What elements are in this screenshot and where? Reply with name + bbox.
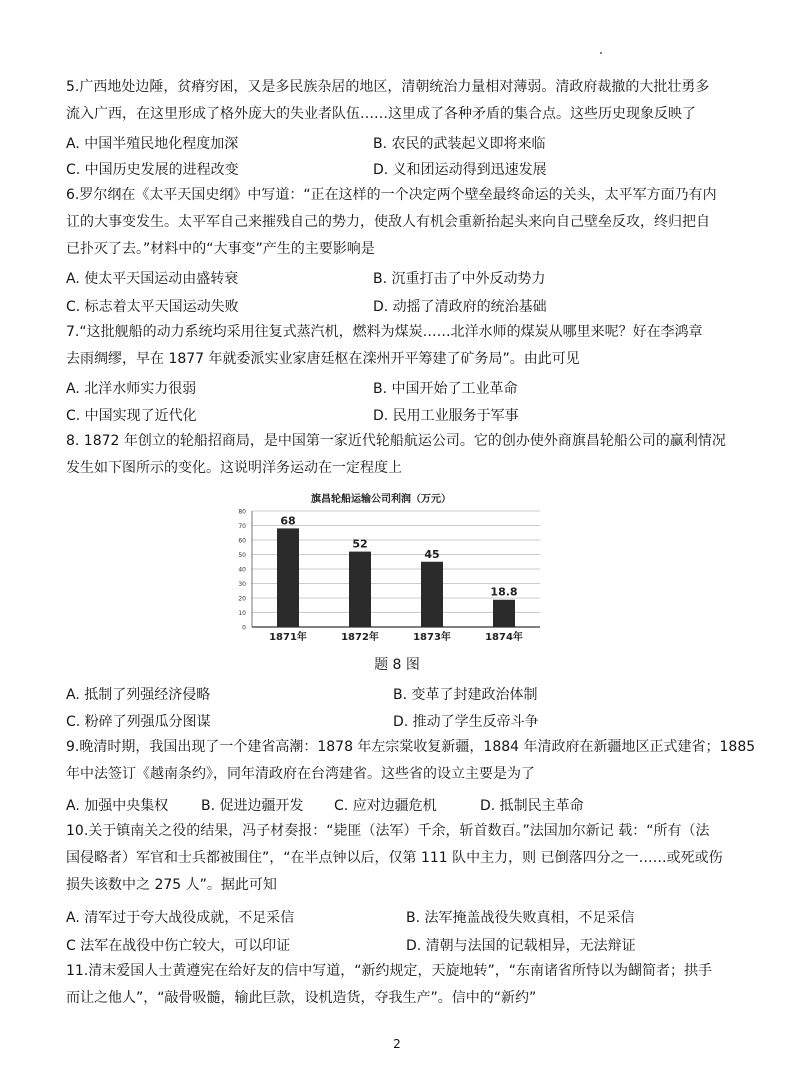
q7-option-b: B. 中国开始了工业革命	[373, 381, 518, 397]
bar	[493, 600, 515, 627]
question-5-line-2: 流入广西，在这里形成了格外庞大的失业者队伍……这里成了各种矛盾的集合点。这些历史现象反映了	[66, 106, 696, 122]
question-8-line-1: 8. 1872 年创立的轮船招商局，是中国第一家近代轮船航运公司。它的创办使外商旗昌轮船公司的赢利情况	[66, 433, 726, 449]
q8-option-b: B. 变革了封建政治体制	[393, 687, 538, 703]
q7-option-a: A. 北洋水师实力很弱	[66, 381, 197, 397]
page-number: 2	[393, 1037, 401, 1051]
question-9-line-1: 9.晚清时期，我国出现了一个建省高潮：1878 年左宗棠收复新疆，1884 年清政府在新疆地区正式建省；1885	[66, 739, 756, 755]
figure-caption: 题 8 图	[374, 657, 420, 673]
x-tick-label: 1871年	[269, 632, 307, 643]
q8-option-c: C. 粉碎了列强瓜分图谋	[66, 714, 211, 730]
x-tick-label: 1874年	[485, 632, 523, 643]
y-tick-label: 30	[238, 581, 246, 588]
q10-option-a: A. 清军过于夸大战役成就，不足采信	[66, 910, 295, 926]
y-tick-label: 40	[238, 566, 246, 574]
bar	[277, 528, 299, 627]
question-10-line-2: 国侵略者）军官和士兵都被围住”，“在半点钟以后，仅第 111 队中主力，则 已倒落四分之一……或死或伤	[66, 850, 723, 866]
y-tick-label: 80	[238, 508, 246, 516]
q10-option-c: C 法军在战役中伤亡较大，可以印证	[66, 938, 291, 954]
q6-option-a: A. 使太平天国运动由盛转衰	[66, 271, 239, 287]
question-9	[66, 734, 756, 788]
q6-option-b: B. 沉重打击了中外反动势力	[373, 271, 546, 287]
q6-option-d: D. 动摇了清政府的统治基础	[373, 299, 547, 315]
q6-option-c: C. 标志着太平天国运动失败	[66, 299, 239, 315]
q7-option-d: D. 民用工业服务于军事	[373, 408, 519, 424]
chart-title: 旗昌轮船运输公司利润（万元）	[311, 494, 451, 505]
question-7-line-1: 7.“这批舰船的动力系统均采用往复式蒸汽机，燃料为煤炭……北洋水师的煤炭从哪里来呢？好在李鸿章	[66, 324, 703, 340]
x-tick-label: 1873年	[413, 632, 451, 643]
data-label: 52	[352, 537, 368, 551]
question-6-line-2: 讧的大事变发生。太平军自己来摧残自己的势力，使敌人有机会重新抬起头来向自己壁垒反攻，终归把自	[66, 214, 710, 230]
question-6-line-3: 已扑灭了去。”材料中的“大事变”产生的主要影响是	[66, 241, 375, 257]
question-10-line-3: 损失该数中之 275 人”。据此可知	[66, 877, 277, 893]
q7-option-c: C. 中国实现了近代化	[66, 408, 197, 424]
q9-option-b: B. 促进边疆开发	[201, 798, 304, 814]
y-tick-label: 70	[238, 523, 246, 530]
q8-option-a: A. 抵制了列强经济侵略	[66, 687, 211, 703]
data-label: 18.8	[490, 585, 518, 599]
q9-option-d: D. 抵制民主革命	[480, 798, 584, 814]
x-tick-label: 1872年	[341, 632, 379, 643]
q5-option-c: C. 中国历史发展的进程改变	[66, 162, 239, 178]
q5-option-a: A. 中国半殖民地化程度加深	[66, 136, 239, 152]
data-label: 68	[280, 514, 296, 528]
q8-option-d: D. 推动了学生反帝斗争	[393, 714, 539, 730]
y-tick-label: 20	[238, 595, 246, 603]
y-tick-label: 60	[238, 537, 246, 545]
q10-option-d: D. 清朝与法国的记载相异，无法辩证	[406, 938, 636, 954]
y-tick-label: 0	[242, 624, 246, 632]
bar	[421, 562, 443, 627]
q5-option-d: D. 义和团运动得到迅速发展	[373, 162, 547, 178]
q9-option-a: A. 加强中央集权	[66, 798, 169, 814]
question-8-line-2: 发生如下图所示的变化。这说明洋务运动在一定程度上	[66, 460, 402, 476]
data-label: 45	[424, 547, 440, 561]
question-6-line-1: 6.罗尔纲在《太平天国史纲》中写道：“正在这样的一个决定两个壁垒最终命运的关头，太平军方面乃有内	[66, 187, 717, 203]
q5-option-b: B. 农民的武装起义即将来临	[373, 136, 546, 152]
question-10	[66, 818, 730, 899]
question-9-line-2: 年中法签订《越南条约》，同年清政府在台湾建省。这些省的设立主要是为了	[66, 766, 535, 782]
question-5-line-1: 5.广西地处边陲，贫瘠穷困，又是多民族杂居的地区，清朝统治力量相对薄弱。清政府裁撤的大批壮勇多	[66, 79, 710, 95]
q9-option-c: C. 应对边疆危机	[334, 798, 437, 814]
y-tick-label: 10	[238, 610, 246, 617]
bar	[349, 552, 371, 627]
question-10-line-1: 10.关于镇南关之役的结果，冯子材奏报：“毙匪（法军）千余，斩首数百。”法国加尔新记 载：“所有（法	[66, 823, 710, 839]
y-tick-label: 50	[238, 552, 246, 559]
question-11-line-1: 11.清末爱国人士黄遵宪在给好友的信中写道，“新约规定，天旋地转”，“东南诸省所恃以为餬简者；拱手	[66, 963, 713, 979]
question-11-line-2: 而让之他人”，“敲骨吸髓，输此巨款，设机造货，夺我生产”。信中的“新约”	[66, 990, 537, 1006]
question-11	[66, 958, 730, 1012]
question-7-line-2: 去雨绸缪，早在 1877 年就委派实业家唐廷枢在滦州开平筹建了矿务局”。由此可见	[66, 351, 580, 367]
q10-option-b: B. 法军掩盖战役失败真相，不足采信	[406, 910, 635, 926]
